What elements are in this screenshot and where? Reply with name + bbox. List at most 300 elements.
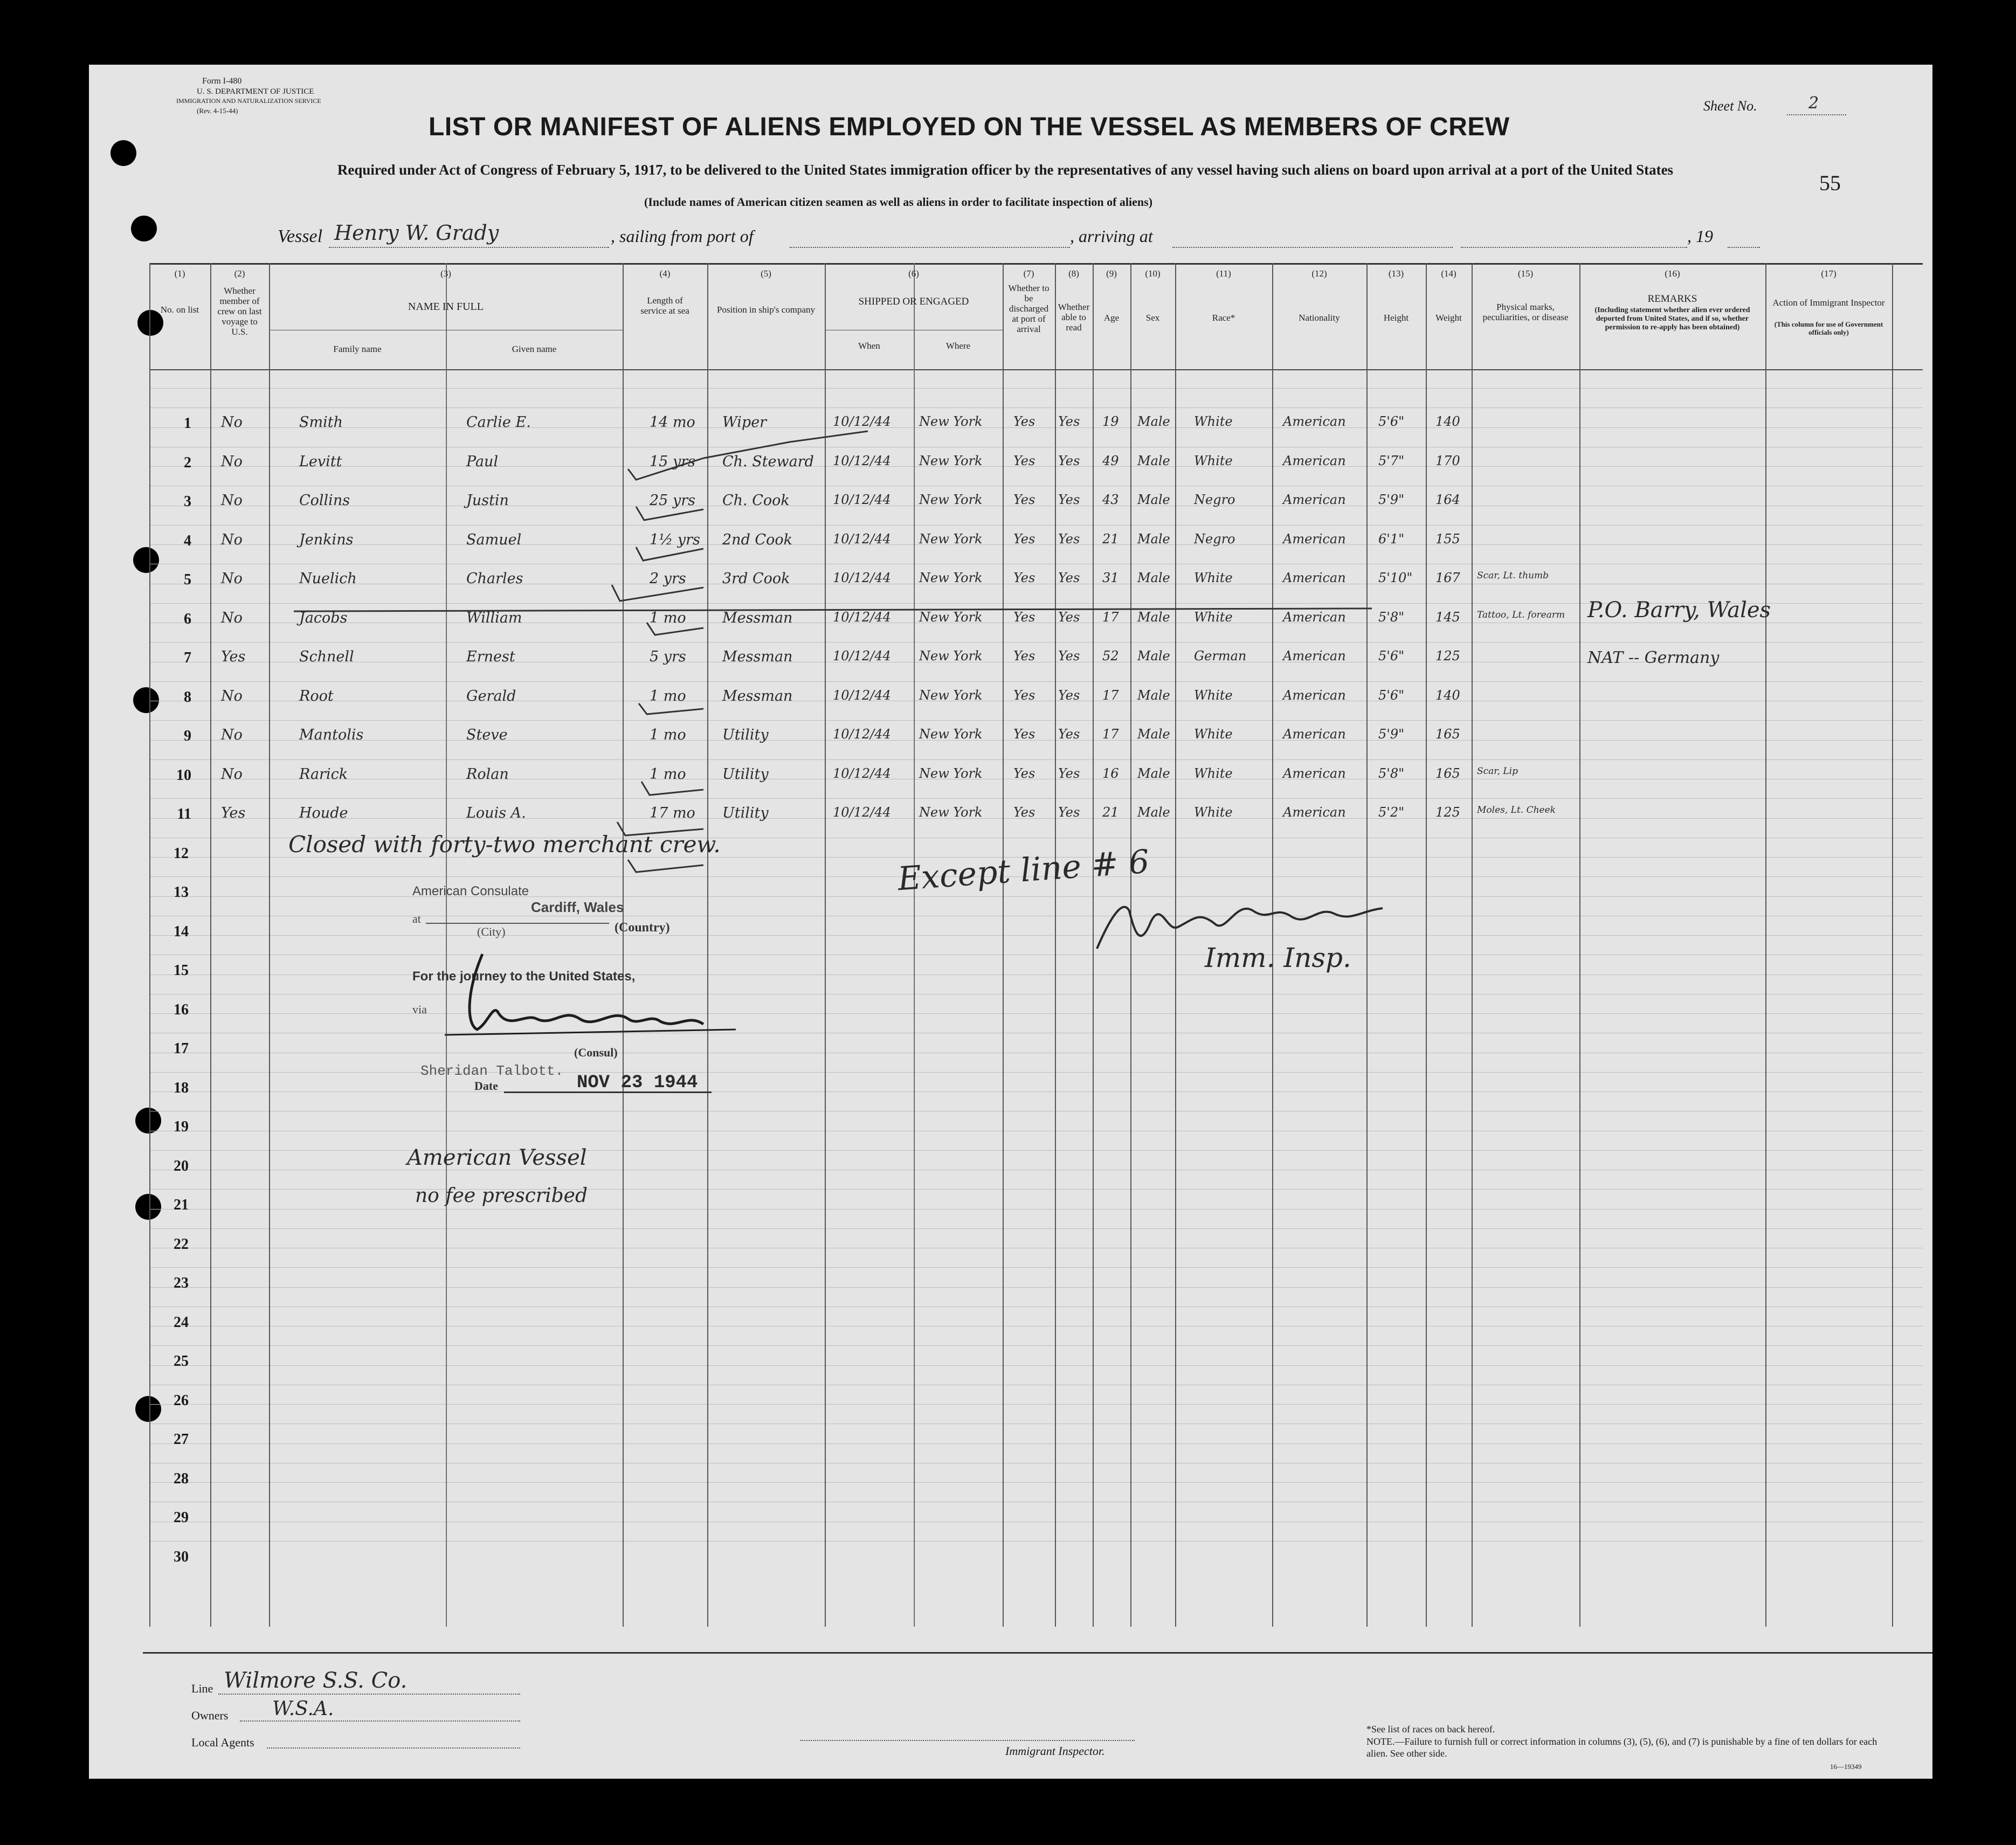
stamp-consulate: American Consulate	[412, 884, 529, 899]
inspector-signature-line	[800, 1740, 1135, 1741]
family-name-header: Family name	[333, 344, 382, 354]
cell-discharged: Yes	[1013, 492, 1035, 507]
cell-given-name: Justin	[466, 492, 509, 509]
col-17-number: (17)	[1821, 268, 1837, 279]
cell-shipped-when: 10/12/44	[833, 609, 891, 625]
col-2-label: Whether member of crew on last voyage to U.S.	[217, 286, 262, 337]
col-11-label: Race*	[1212, 313, 1235, 323]
col-1-number: (1)	[174, 268, 185, 279]
cell-age: 16	[1102, 765, 1119, 781]
col-5-label: Position in ship's company	[716, 305, 816, 315]
cell-service-length: 1 mo	[650, 765, 686, 783]
stamp-date: NOV 23 1944	[577, 1073, 698, 1093]
cell-age: 19	[1102, 414, 1119, 429]
sheet-number: 2	[1808, 94, 1819, 113]
col-3-label: NAME IN FULL	[408, 301, 484, 313]
cell-weight: 140	[1435, 414, 1460, 429]
cell-last-voyage: Yes	[221, 805, 246, 821]
table-row	[89, 596, 1932, 635]
except-note: Except line # 6	[896, 842, 1151, 899]
cell-nationality: American	[1283, 531, 1346, 547]
cell-position: Messman	[722, 687, 793, 704]
cell-race: White	[1194, 727, 1233, 742]
empty-row-number: 25	[174, 1353, 189, 1370]
col-13-label: Height	[1383, 313, 1409, 323]
cell-shipped-when: 10/12/44	[833, 687, 891, 703]
cell-shipped-when: 10/12/44	[833, 492, 891, 507]
cell-weight: 155	[1435, 531, 1460, 547]
stamp-consul-label: (Consul)	[574, 1046, 618, 1059]
check-mark-7	[639, 703, 703, 714]
cell-height: 5'6"	[1378, 414, 1405, 429]
table-row	[89, 752, 1932, 791]
races-note: *See list of races on back hereof.	[1366, 1724, 1495, 1735]
cell-weight: 125	[1435, 648, 1460, 664]
cell-family-name: Levitt	[299, 453, 342, 470]
cell-race: German	[1194, 648, 1247, 664]
cell-age: 43	[1102, 492, 1119, 507]
owners-field	[240, 1720, 520, 1722]
stamp-at: at	[412, 912, 421, 925]
table-row	[89, 634, 1932, 674]
cell-family-name: Schnell	[299, 648, 354, 665]
empty-row-number: 15	[174, 962, 189, 979]
cell-height: 5'7"	[1378, 453, 1405, 468]
cell-row-number: 6	[184, 610, 191, 627]
cell-discharged: Yes	[1013, 414, 1035, 429]
cell-shipped-when: 10/12/44	[833, 414, 891, 429]
stamp-city: Cardiff, Wales	[531, 899, 624, 915]
closed-note: Closed with forty-two merchant crew.	[288, 831, 721, 858]
col-12-label: Nationality	[1299, 313, 1340, 323]
stamp-city-line	[426, 923, 609, 924]
cell-nationality: American	[1283, 414, 1346, 429]
cell-family-name: Mantolis	[299, 727, 364, 743]
consul-signature	[434, 949, 747, 1046]
line-label: Line	[191, 1682, 213, 1695]
form-department: U. S. DEPARTMENT OF JUSTICE	[197, 87, 314, 96]
check-mark-2	[636, 507, 703, 520]
cell-nationality: American	[1283, 492, 1346, 507]
cell-physical-marks: Moles, Lt. Cheek	[1477, 805, 1556, 816]
cell-able-to-read: Yes	[1058, 727, 1080, 742]
empty-row-number: 16	[174, 1001, 189, 1018]
cell-able-to-read: Yes	[1058, 805, 1080, 820]
col-14-number: (14)	[1441, 268, 1456, 279]
cell-row-number: 4	[184, 532, 191, 549]
vessel-label: Vessel	[278, 226, 323, 246]
cell-able-to-read: Yes	[1058, 765, 1080, 781]
cell-family-name: Collins	[299, 492, 350, 509]
empty-row-number: 19	[174, 1118, 189, 1135]
cell-able-to-read: Yes	[1058, 687, 1080, 703]
cell-weight: 167	[1435, 570, 1460, 585]
cell-age: 21	[1102, 805, 1119, 820]
footer-border	[143, 1652, 1932, 1654]
line-field	[218, 1694, 520, 1695]
cell-given-name: Steve	[466, 727, 508, 743]
inspector-label: Immigrant Inspector.	[1005, 1744, 1105, 1758]
no-fee-note: no fee prescribed	[415, 1185, 588, 1207]
cell-sex: Male	[1137, 453, 1170, 468]
col-3-number: (3)	[440, 268, 451, 279]
cell-nationality: American	[1283, 805, 1346, 820]
cell-shipped-when: 10/12/44	[833, 531, 891, 547]
col-8-label: Whether able to read	[1058, 302, 1090, 333]
check-mark-1	[628, 458, 703, 480]
penalty-note: NOTE.—Failure to furnish full or correct information in columns (3), (5), (6), and (7) is punishable by a fine of ten dollars for each alien. See other side.	[1366, 1736, 1877, 1759]
form-subnote: (Include names of American citizen seamen as well as aliens in order to facilitate inspection of aliens)	[644, 195, 1153, 209]
stamp-consul-name: Sheridan Talbott.	[420, 1063, 564, 1079]
cell-nationality: American	[1283, 687, 1346, 703]
cell-last-voyage: No	[221, 687, 243, 704]
cell-last-voyage: No	[221, 453, 243, 470]
cell-sex: Male	[1137, 609, 1170, 625]
stamp-country-label: (Country)	[615, 921, 670, 935]
cell-nationality: American	[1283, 765, 1346, 781]
cell-sex: Male	[1137, 687, 1170, 703]
cell-age: 49	[1102, 453, 1119, 468]
empty-row-number: 27	[174, 1431, 189, 1448]
check-mark-4	[612, 585, 703, 601]
empty-row-number: 28	[174, 1470, 189, 1487]
cell-discharged: Yes	[1013, 727, 1035, 742]
table-row	[89, 556, 1932, 596]
cell-last-voyage: No	[221, 609, 243, 626]
stamp-via: via	[412, 1003, 427, 1016]
cell-shipped-when: 10/12/44	[833, 765, 891, 781]
cell-row-number: 10	[176, 766, 191, 784]
when-header: When	[858, 341, 880, 351]
cell-position: Messman	[722, 609, 793, 626]
cell-discharged: Yes	[1013, 805, 1035, 820]
cell-weight: 140	[1435, 687, 1460, 703]
line-value: Wilmore S.S. Co.	[224, 1668, 408, 1693]
cell-given-name: Louis A.	[466, 805, 526, 821]
cell-shipped-where: New York	[919, 570, 983, 585]
cell-physical-marks: Scar, Lip	[1477, 765, 1518, 777]
col-17-label: Action of Immigrant Inspector	[1772, 298, 1885, 308]
cell-service-length: 1½ yrs	[650, 531, 700, 548]
cell-race: White	[1194, 570, 1233, 585]
cell-given-name: Paul	[466, 453, 499, 470]
cell-able-to-read: Yes	[1058, 570, 1080, 585]
cell-row-number: 2	[184, 454, 191, 471]
cell-able-to-read: Yes	[1058, 648, 1080, 664]
cell-shipped-where: New York	[919, 648, 983, 664]
cell-able-to-read: Yes	[1058, 609, 1080, 625]
cell-family-name: Root	[299, 687, 334, 704]
stamp-date-line	[504, 1091, 712, 1093]
cell-height: 5'9"	[1378, 727, 1405, 742]
cell-family-name: Houde	[299, 805, 348, 821]
cell-sex: Male	[1137, 414, 1170, 429]
cell-position: 3rd Cook	[722, 570, 790, 587]
cell-nationality: American	[1283, 727, 1346, 742]
cell-discharged: Yes	[1013, 531, 1035, 547]
cell-position: Ch. Steward	[722, 453, 814, 470]
cell-row-number: 3	[184, 493, 191, 510]
cell-remarks: NAT -- Germany	[1587, 648, 1720, 667]
empty-row-number: 12	[174, 845, 189, 862]
cell-discharged: Yes	[1013, 648, 1035, 664]
cell-height: 6'1"	[1378, 531, 1405, 547]
cell-discharged: Yes	[1013, 453, 1035, 468]
cell-able-to-read: Yes	[1058, 414, 1080, 429]
col-4-label: Length of service at sea	[640, 295, 689, 316]
cell-given-name: Rolan	[466, 765, 509, 783]
cell-row-number: 1	[184, 415, 191, 432]
table-row	[89, 478, 1932, 517]
cell-service-length: 25 yrs	[650, 492, 695, 509]
cell-given-name: William	[466, 609, 522, 626]
stamp-journey: For the journey to the United States,	[412, 969, 636, 984]
cell-last-voyage: No	[221, 765, 243, 783]
cell-given-name: Ernest	[466, 648, 515, 665]
cell-last-voyage: Yes	[221, 648, 246, 665]
cell-discharged: Yes	[1013, 609, 1035, 625]
crew-rows	[89, 65, 1932, 1779]
cell-race: White	[1194, 687, 1233, 703]
cell-given-name: Charles	[466, 570, 523, 587]
cell-sex: Male	[1137, 570, 1170, 585]
col-8-number: (8)	[1068, 268, 1079, 279]
cell-race: White	[1194, 453, 1233, 468]
cell-shipped-where: New York	[919, 453, 983, 468]
col-16-label: REMARKS	[1647, 293, 1697, 305]
owners-value: W.S.A.	[272, 1698, 334, 1720]
cell-age: 17	[1102, 687, 1119, 703]
cell-sex: Male	[1137, 765, 1170, 781]
cell-physical-marks: Scar, Lt. thumb	[1477, 570, 1549, 581]
cell-service-length: 14 mo	[650, 414, 695, 431]
col-10-label: Sex	[1145, 313, 1160, 323]
cell-age: 31	[1102, 570, 1119, 585]
arriving-label: , arriving at	[1070, 226, 1153, 246]
col-6-number: (6)	[908, 268, 919, 279]
vessel-name: Henry W. Grady	[334, 221, 499, 245]
cell-age: 21	[1102, 531, 1119, 547]
cell-age: 17	[1102, 609, 1119, 625]
cell-position: 2nd Cook	[722, 531, 792, 548]
col-4-number: (4)	[659, 268, 671, 279]
check-marks	[596, 377, 897, 879]
table-row	[89, 713, 1932, 752]
cell-sex: Male	[1137, 492, 1170, 507]
form-code: 16—19349	[1830, 1763, 1862, 1771]
year-label: , 19	[1687, 226, 1713, 246]
cell-sex: Male	[1137, 648, 1170, 664]
cell-shipped-where: New York	[919, 609, 983, 625]
cell-nationality: American	[1283, 609, 1346, 625]
cell-height: 5'8"	[1378, 609, 1405, 625]
empty-row-number: 20	[174, 1157, 189, 1174]
col-5-number: (5)	[761, 268, 771, 279]
cell-discharged: Yes	[1013, 570, 1035, 585]
cell-shipped-when: 10/12/44	[833, 648, 891, 664]
cell-shipped-where: New York	[919, 414, 983, 429]
cell-shipped-when: 10/12/44	[833, 805, 891, 820]
stamp-date-label: Date	[474, 1079, 498, 1093]
check-mark-11	[628, 860, 703, 872]
cell-shipped-where: New York	[919, 492, 983, 507]
cell-last-voyage: No	[221, 727, 243, 743]
cell-age: 52	[1102, 648, 1119, 664]
cell-weight: 165	[1435, 727, 1460, 742]
cell-position: Utility	[722, 805, 769, 821]
cell-position: Utility	[722, 727, 769, 743]
cell-position: Wiper	[722, 414, 767, 431]
action-note: (This column for use of Government officials only)	[1774, 320, 1883, 336]
american-vessel-note: American Vessel	[407, 1145, 587, 1170]
cell-family-name: Nuelich	[299, 570, 357, 587]
empty-row-number: 18	[174, 1079, 189, 1096]
form-revision: (Rev. 4-15-44)	[197, 107, 238, 115]
check-mark-1-tail	[703, 431, 868, 458]
cell-service-length: 1 mo	[650, 727, 686, 743]
empty-row-number: 17	[174, 1040, 189, 1057]
col-12-number: (12)	[1311, 268, 1327, 279]
cell-shipped-where: New York	[919, 727, 983, 742]
cell-able-to-read: Yes	[1058, 531, 1080, 547]
cell-service-length: 2 yrs	[650, 570, 686, 587]
col-15-number: (15)	[1517, 268, 1534, 279]
manifest-sheet	[89, 65, 1932, 1779]
empty-row-number: 26	[174, 1392, 189, 1409]
owners-label: Owners	[191, 1709, 229, 1722]
col-7-label: Whether to be discharged at port of arrival	[1008, 283, 1050, 334]
agents-label: Local Agents	[191, 1736, 254, 1749]
cell-race: Negro	[1194, 492, 1235, 507]
form-subtitle: Required under Act of Congress of February 5, 1917, to be delivered to the United States immigration officer by the representatives of any vessel having such aliens on board upon arrival at a port of the United States	[337, 162, 1674, 178]
col-1-label: No. on list	[160, 305, 199, 315]
cell-weight: 164	[1435, 492, 1460, 507]
cell-shipped-where: New York	[919, 531, 983, 547]
cell-family-name: Rarick	[299, 765, 348, 783]
cell-weight: 145	[1435, 609, 1460, 625]
cell-weight: 125	[1435, 805, 1460, 820]
where-header: Where	[945, 341, 971, 351]
empty-row-number: 13	[174, 884, 189, 901]
cell-shipped-where: New York	[919, 805, 983, 820]
cell-age: 17	[1102, 727, 1119, 742]
cell-position: Ch. Cook	[722, 492, 790, 509]
cell-able-to-read: Yes	[1058, 453, 1080, 468]
form-service: IMMIGRATION AND NATURALIZATION SERVICE	[176, 97, 321, 105]
cell-row-number: 7	[184, 649, 191, 666]
table-row	[89, 439, 1932, 479]
given-name-header: Given name	[512, 344, 557, 354]
cell-height: 5'6"	[1378, 648, 1405, 664]
cell-race: White	[1194, 805, 1233, 820]
cell-race: White	[1194, 414, 1233, 429]
cell-row-number: 5	[184, 571, 191, 588]
sailing-label: , sailing from port of	[611, 226, 754, 246]
empty-row-number: 22	[174, 1235, 189, 1253]
cell-service-length: 1 mo	[650, 687, 686, 704]
cell-nationality: American	[1283, 453, 1346, 468]
agents-field	[267, 1747, 520, 1749]
empty-row-number: 29	[174, 1509, 189, 1526]
col-6-label: SHIPPED OR ENGAGED	[858, 296, 969, 307]
cell-position: Utility	[722, 765, 769, 783]
cell-last-voyage: No	[221, 570, 243, 587]
cell-shipped-where: New York	[919, 765, 983, 781]
cell-service-length: 1 mo	[650, 609, 686, 626]
cell-physical-marks: Tattoo, Lt. forearm	[1477, 609, 1565, 620]
cell-remarks: P.O. Barry, Wales	[1587, 597, 1771, 623]
cell-shipped-when: 10/12/44	[833, 453, 891, 468]
empty-row-number: 24	[174, 1314, 189, 1331]
check-mark-9	[641, 782, 703, 795]
inspector-title: Imm. Insp.	[1205, 942, 1351, 973]
cell-service-length: 15 yrs	[650, 453, 695, 470]
cell-race: Negro	[1194, 531, 1235, 547]
cell-shipped-when: 10/12/44	[833, 570, 891, 585]
cell-height: 5'6"	[1378, 687, 1405, 703]
cell-nationality: American	[1283, 570, 1346, 585]
cell-last-voyage: No	[221, 492, 243, 509]
cell-shipped-where: New York	[919, 687, 983, 703]
col-9-label: Age	[1103, 313, 1120, 323]
col-9-number: (9)	[1106, 268, 1117, 279]
check-mark-3	[636, 547, 703, 561]
cell-family-name: Smith	[299, 414, 343, 431]
cell-weight: 165	[1435, 765, 1460, 781]
page-number: 55	[1819, 171, 1841, 195]
stamp-city-label: (City)	[477, 925, 506, 938]
cell-given-name: Gerald	[466, 687, 516, 704]
cell-family-name: Jenkins	[299, 531, 354, 548]
empty-row-number: 14	[174, 923, 189, 940]
cell-discharged: Yes	[1013, 687, 1035, 703]
cell-shipped-when: 10/12/44	[833, 727, 891, 742]
cell-service-length: 17 mo	[650, 805, 695, 821]
cell-given-name: Samuel	[466, 531, 522, 548]
col-2-number: (2)	[234, 268, 245, 279]
col-14-label: Weight	[1435, 313, 1462, 323]
cell-row-number: 11	[177, 806, 191, 823]
empty-row-number: 30	[174, 1548, 189, 1565]
cell-sex: Male	[1137, 531, 1170, 547]
cell-row-number: 9	[184, 728, 191, 744]
cell-nationality: American	[1283, 648, 1346, 664]
cell-sex: Male	[1137, 805, 1170, 820]
cell-position: Messman	[722, 648, 793, 665]
table-row	[89, 791, 1932, 830]
cell-sex: Male	[1137, 727, 1170, 742]
table-row	[89, 674, 1932, 713]
sheet-label: Sheet No.	[1703, 98, 1757, 114]
cell-discharged: Yes	[1013, 765, 1035, 781]
col-15-label: Physical marks, peculiarities, or disease	[1482, 302, 1569, 322]
col-7-number: (7)	[1023, 268, 1034, 279]
empty-row-number: 21	[174, 1197, 189, 1213]
check-mark-5	[647, 623, 703, 635]
col-11-number: (11)	[1216, 268, 1231, 279]
cell-row-number: 8	[184, 688, 191, 706]
col-13-number: (13)	[1388, 268, 1404, 279]
cell-given-name: Carlie E.	[466, 414, 531, 431]
table-row	[89, 517, 1932, 557]
cell-able-to-read: Yes	[1058, 492, 1080, 507]
remarks-note: (Including statement whether alien ever ordered deported from United States, and if so, whether permission to re-apply has been obtained)	[1594, 306, 1750, 331]
cell-weight: 170	[1435, 453, 1460, 468]
cell-height: 5'10"	[1378, 570, 1413, 585]
form-number: Form I-480	[202, 77, 242, 86]
cell-race: White	[1194, 609, 1233, 625]
cell-last-voyage: No	[221, 414, 243, 431]
